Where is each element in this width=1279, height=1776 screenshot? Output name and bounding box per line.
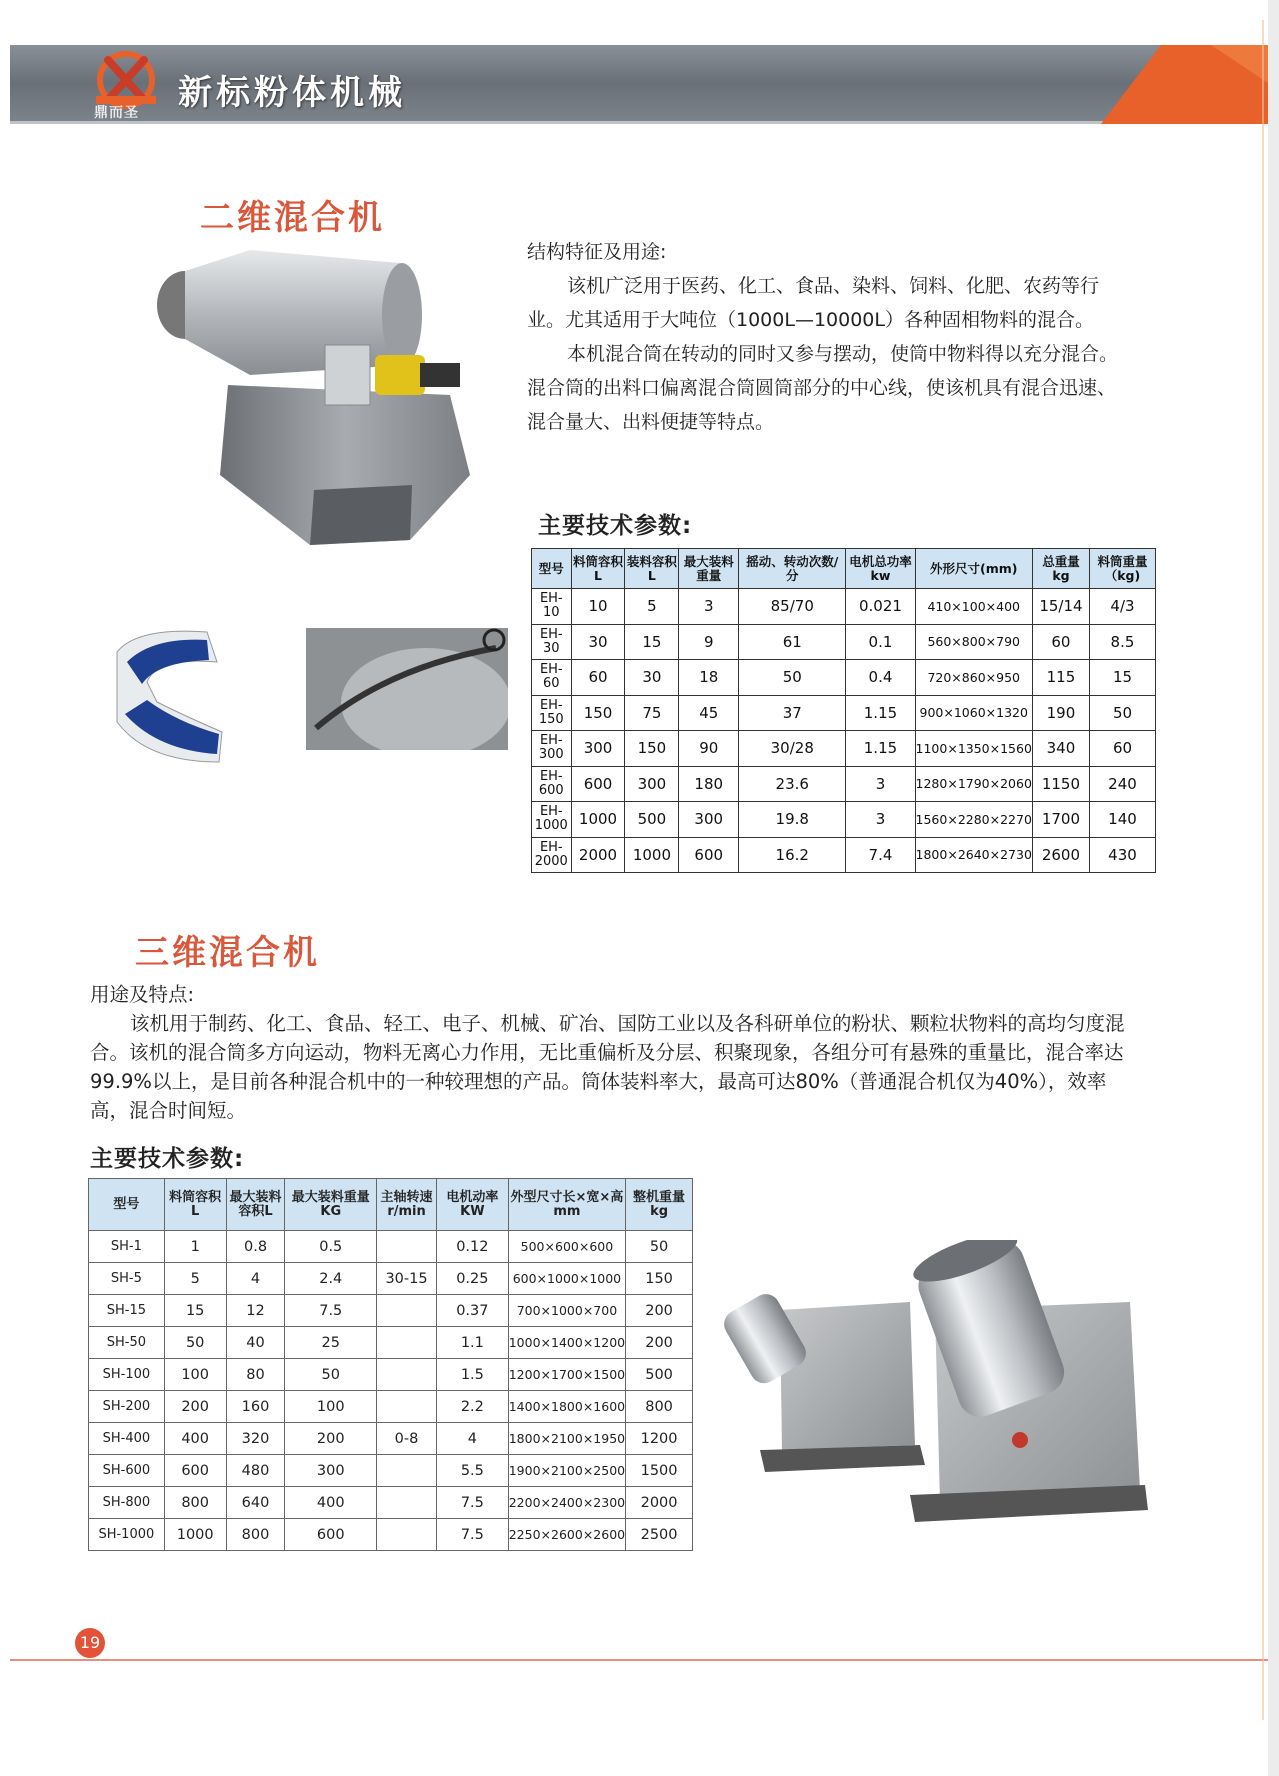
- table-cell: 5: [625, 589, 679, 625]
- section2-header-cell: 整机重量kg: [626, 1179, 693, 1231]
- table-cell: 50: [164, 1327, 226, 1359]
- table-cell: 340: [1032, 731, 1089, 767]
- section1-table-heading: 主要技术参数:: [538, 513, 693, 539]
- table-row: [532, 589, 1156, 625]
- table-cell: 16.2: [739, 837, 846, 873]
- table-cell: 50: [626, 1231, 693, 1263]
- table-cell: 200: [626, 1295, 693, 1327]
- section1-header-cell: 最大装料重量: [679, 549, 739, 589]
- section2-header-cell: 型号: [89, 1179, 165, 1231]
- section2-header-cell: 外型尺寸长×宽×高mm: [508, 1179, 625, 1231]
- two-d-mixer-photo: [150, 245, 470, 555]
- company-name: 新标粉体机械: [178, 73, 406, 113]
- table-cell: 2600: [1032, 837, 1089, 873]
- table-cell: 25: [285, 1327, 377, 1359]
- table-cell: 4: [436, 1423, 508, 1455]
- table-cell: 30: [625, 660, 679, 696]
- table-cell: 9: [679, 624, 739, 660]
- table-cell: 1280×1790×2060: [915, 766, 1032, 802]
- table-cell: 15: [625, 624, 679, 660]
- table-row: [89, 1487, 693, 1519]
- section2-header-cell: 最大装料容积L: [226, 1179, 285, 1231]
- table-cell: SH-600: [89, 1455, 165, 1487]
- table-cell: EH-30: [532, 624, 572, 660]
- section2-desc-heading: 用途及特点:: [90, 983, 195, 1006]
- table-cell: SH-800: [89, 1487, 165, 1519]
- section1-header-cell: 料筒重量（kg): [1089, 549, 1155, 589]
- table-cell: 100: [164, 1359, 226, 1391]
- table-cell: 1700: [1032, 802, 1089, 838]
- table-cell: [377, 1327, 437, 1359]
- page-number: 19: [75, 1628, 105, 1658]
- table-cell: 1900×2100×2500: [508, 1455, 625, 1487]
- table-cell: 500: [626, 1359, 693, 1391]
- table-cell: SH-1: [89, 1231, 165, 1263]
- table-cell: 410×100×400: [915, 589, 1032, 625]
- table-cell: [377, 1455, 437, 1487]
- table-cell: 1150: [1032, 766, 1089, 802]
- section2-header-cell: 料筒容积L: [164, 1179, 226, 1231]
- table-cell: 30/28: [739, 731, 846, 767]
- table-cell: 600: [285, 1519, 377, 1551]
- table-cell: 23.6: [739, 766, 846, 802]
- table-cell: 1200: [626, 1423, 693, 1455]
- table-row: [89, 1359, 693, 1391]
- table-cell: 15/14: [1032, 589, 1089, 625]
- table-cell: 700×1000×700: [508, 1295, 625, 1327]
- table-cell: 1000×1400×1200: [508, 1327, 625, 1359]
- table-cell: [377, 1391, 437, 1423]
- table-cell: 60: [571, 660, 625, 696]
- page-edge-shadow: [1268, 0, 1279, 1776]
- table-cell: SH-5: [89, 1263, 165, 1295]
- table-row: [532, 695, 1156, 731]
- section1-header-cell: 型号: [532, 549, 572, 589]
- table-cell: 400: [285, 1487, 377, 1519]
- table-cell: 300: [679, 802, 739, 838]
- section1-desc-p1: 该机广泛用于医药、化工、食品、染料、饲料、化肥、农药等行业。尤其适用于大吨位（1000L—10000L）各种固相物料的混合。: [527, 275, 1100, 331]
- table-cell: 5: [164, 1263, 226, 1295]
- table-cell: 30-15: [377, 1263, 437, 1295]
- table-cell: EH-300: [532, 731, 572, 767]
- section2-description: [90, 980, 1135, 1125]
- table-cell: 400: [164, 1423, 226, 1455]
- table-cell: 85/70: [739, 589, 846, 625]
- table-row: [89, 1263, 693, 1295]
- table-cell: EH-10: [532, 589, 572, 625]
- table-cell: 600×1000×1000: [508, 1263, 625, 1295]
- table-row: [532, 660, 1156, 696]
- table-cell: [377, 1487, 437, 1519]
- drum-interior-photo: [306, 628, 508, 750]
- two-d-mixer-spec-table: [531, 548, 1156, 873]
- section2-title: 三维混合机: [135, 933, 320, 973]
- table-cell: 50: [285, 1359, 377, 1391]
- table-cell: 15: [1089, 660, 1155, 696]
- logo-text: 鼎而圣: [94, 105, 139, 121]
- section1-desc-p2: 本机混合筒在转动的同时又参与摆动，使筒中物料得以充分混合。混合筒的出料口偏离混合筒圆筒部分的中心线，使该机具有混合迅速、混合量大、出料便捷等特点。: [527, 343, 1119, 433]
- page-edge-line: [1262, 20, 1264, 1720]
- table-cell: [377, 1295, 437, 1327]
- table-cell: 640: [226, 1487, 285, 1519]
- table-cell: 500: [625, 802, 679, 838]
- table-cell: 0.12: [436, 1231, 508, 1263]
- table-cell: 0.021: [846, 589, 915, 625]
- table-cell: 150: [571, 695, 625, 731]
- table-row: [89, 1295, 693, 1327]
- table-row: [532, 731, 1156, 767]
- section1-header-cell: 电机总功率kw: [846, 549, 915, 589]
- table-cell: 18: [679, 660, 739, 696]
- table-cell: 75: [625, 695, 679, 731]
- table-cell: 30: [571, 624, 625, 660]
- table-cell: 60: [1032, 624, 1089, 660]
- table-cell: SH-100: [89, 1359, 165, 1391]
- table-cell: 1000: [571, 802, 625, 838]
- table-cell: 2.4: [285, 1263, 377, 1295]
- table-cell: 61: [739, 624, 846, 660]
- table-row: [89, 1391, 693, 1423]
- table-cell: 0-8: [377, 1423, 437, 1455]
- table-cell: 10: [571, 589, 625, 625]
- table-cell: 2000: [626, 1487, 693, 1519]
- header-accent-shape: [1101, 45, 1271, 124]
- table-cell: 1000: [625, 837, 679, 873]
- section1-header-cell: 装料容积L: [625, 549, 679, 589]
- table-cell: 300: [285, 1455, 377, 1487]
- table-cell: 600: [164, 1455, 226, 1487]
- table-cell: SH-1000: [89, 1519, 165, 1551]
- table-cell: 150: [626, 1263, 693, 1295]
- table-cell: 1.15: [846, 695, 915, 731]
- table-cell: 430: [1089, 837, 1155, 873]
- table-cell: 0.5: [285, 1231, 377, 1263]
- table-cell: 800: [226, 1519, 285, 1551]
- table-row: [89, 1231, 693, 1263]
- table-cell: EH-60: [532, 660, 572, 696]
- table-cell: 300: [571, 731, 625, 767]
- table-cell: SH-200: [89, 1391, 165, 1423]
- table-cell: 60: [1089, 731, 1155, 767]
- table-cell: 45: [679, 695, 739, 731]
- table-row: [89, 1327, 693, 1359]
- table-cell: 100: [285, 1391, 377, 1423]
- table-cell: 1560×2280×2270: [915, 802, 1032, 838]
- three-d-mixer-photo: [720, 1240, 1150, 1525]
- table-cell: 190: [1032, 695, 1089, 731]
- table-cell: 37: [739, 695, 846, 731]
- table-cell: 720×860×950: [915, 660, 1032, 696]
- table-cell: 0.25: [436, 1263, 508, 1295]
- table-cell: 240: [1089, 766, 1155, 802]
- table-cell: 40: [226, 1327, 285, 1359]
- table-cell: 7.5: [436, 1487, 508, 1519]
- table-cell: EH-2000: [532, 837, 572, 873]
- section1-header-cell: 摇动、转动次数/分: [739, 549, 846, 589]
- table-row: [532, 837, 1156, 873]
- table-cell: 200: [285, 1423, 377, 1455]
- table-cell: 500×600×600: [508, 1231, 625, 1263]
- table-cell: EH-1000: [532, 802, 572, 838]
- table-cell: 12: [226, 1295, 285, 1327]
- table-cell: 4/3: [1089, 589, 1155, 625]
- table-cell: 4: [226, 1263, 285, 1295]
- table-cell: 1.15: [846, 731, 915, 767]
- table-cell: 600: [679, 837, 739, 873]
- table-cell: 1.5: [436, 1359, 508, 1391]
- table-cell: 3: [846, 802, 915, 838]
- section2-desc-p1: 该机用于制药、化工、食品、轻工、电子、机械、矿冶、国防工业以及各科研单位的粉状、颗粒状物料的高均匀度混合。该机的混合筒多方向运动，物料无离心力作用，无比重偏析及分层、积聚现象，各组分可有悬殊的重量比，混合率达99.9%以上，是目前各种混合机中的一种较理想的产品。筒体装料率大，最高可达80%（普通混合机仅为40%），效率高，混合时间短。: [90, 1012, 1125, 1122]
- table-cell: 1400×1800×1600: [508, 1391, 625, 1423]
- table-cell: 7.5: [436, 1519, 508, 1551]
- section1-header-cell: 总重量kg: [1032, 549, 1089, 589]
- table-cell: 900×1060×1320: [915, 695, 1032, 731]
- table-cell: 2000: [571, 837, 625, 873]
- table-cell: 8.5: [1089, 624, 1155, 660]
- table-row: [89, 1423, 693, 1455]
- table-cell: 1800×2100×1950: [508, 1423, 625, 1455]
- section1-header-cell: 外形尺寸(mm): [915, 549, 1032, 589]
- section1-desc-heading: 结构特征及用途:: [527, 241, 667, 263]
- table-cell: SH-50: [89, 1327, 165, 1359]
- table-cell: SH-15: [89, 1295, 165, 1327]
- table-cell: [377, 1231, 437, 1263]
- table-cell: 140: [1089, 802, 1155, 838]
- table-cell: [377, 1519, 437, 1551]
- table-cell: 0.1: [846, 624, 915, 660]
- table-cell: SH-400: [89, 1423, 165, 1455]
- table-cell: 50: [739, 660, 846, 696]
- table-cell: 0.8: [226, 1231, 285, 1263]
- section2-header-cell: 最大装料重量KG: [285, 1179, 377, 1231]
- table-cell: 0.4: [846, 660, 915, 696]
- table-cell: 1.1: [436, 1327, 508, 1359]
- section2-header-cell: 电机动率KW: [436, 1179, 508, 1231]
- section1-header-cell: 料筒容积L: [571, 549, 625, 589]
- table-cell: 2200×2400×2300: [508, 1487, 625, 1519]
- table-cell: 300: [625, 766, 679, 802]
- blade-detail-photo: [97, 622, 252, 770]
- table-cell: 600: [571, 766, 625, 802]
- table-cell: 19.8: [739, 802, 846, 838]
- table-cell: 7.5: [285, 1295, 377, 1327]
- table-cell: 115: [1032, 660, 1089, 696]
- table-cell: 1500: [626, 1455, 693, 1487]
- table-cell: 1100×1350×1560: [915, 731, 1032, 767]
- table-row: [532, 802, 1156, 838]
- three-d-mixer-spec-table: [88, 1178, 693, 1551]
- table-cell: 150: [625, 731, 679, 767]
- table-cell: 200: [626, 1327, 693, 1359]
- table-cell: 1200×1700×1500: [508, 1359, 625, 1391]
- table-cell: 80: [226, 1359, 285, 1391]
- table-cell: 3: [679, 589, 739, 625]
- table-cell: 1000: [164, 1519, 226, 1551]
- table-cell: 15: [164, 1295, 226, 1327]
- section1-description: [527, 235, 1122, 439]
- table-cell: 320: [226, 1423, 285, 1455]
- footer-divider: [10, 1659, 1272, 1661]
- table-cell: 2.2: [436, 1391, 508, 1423]
- table-cell: 1: [164, 1231, 226, 1263]
- table-cell: 2500: [626, 1519, 693, 1551]
- table-cell: 7.4: [846, 837, 915, 873]
- table-cell: EH-600: [532, 766, 572, 802]
- table-cell: 160: [226, 1391, 285, 1423]
- table-cell: 5.5: [436, 1455, 508, 1487]
- section2-header-cell: 主轴转速r/min: [377, 1179, 437, 1231]
- table-cell: 90: [679, 731, 739, 767]
- section2-table-heading: 主要技术参数:: [90, 1146, 245, 1172]
- table-cell: 50: [1089, 695, 1155, 731]
- table-cell: 480: [226, 1455, 285, 1487]
- table-cell: 200: [164, 1391, 226, 1423]
- table-row: [89, 1519, 693, 1551]
- table-cell: EH-150: [532, 695, 572, 731]
- table-cell: [377, 1359, 437, 1391]
- table-row: [532, 624, 1156, 660]
- table-cell: 180: [679, 766, 739, 802]
- table-row: [89, 1455, 693, 1487]
- table-cell: 3: [846, 766, 915, 802]
- table-cell: 560×800×790: [915, 624, 1032, 660]
- table-cell: 1800×2640×2730: [915, 837, 1032, 873]
- table-cell: 0.37: [436, 1295, 508, 1327]
- table-cell: 800: [164, 1487, 226, 1519]
- section1-title: 二维混合机: [200, 198, 385, 238]
- table-cell: 2250×2600×2600: [508, 1519, 625, 1551]
- table-cell: 800: [626, 1391, 693, 1423]
- table-row: [532, 766, 1156, 802]
